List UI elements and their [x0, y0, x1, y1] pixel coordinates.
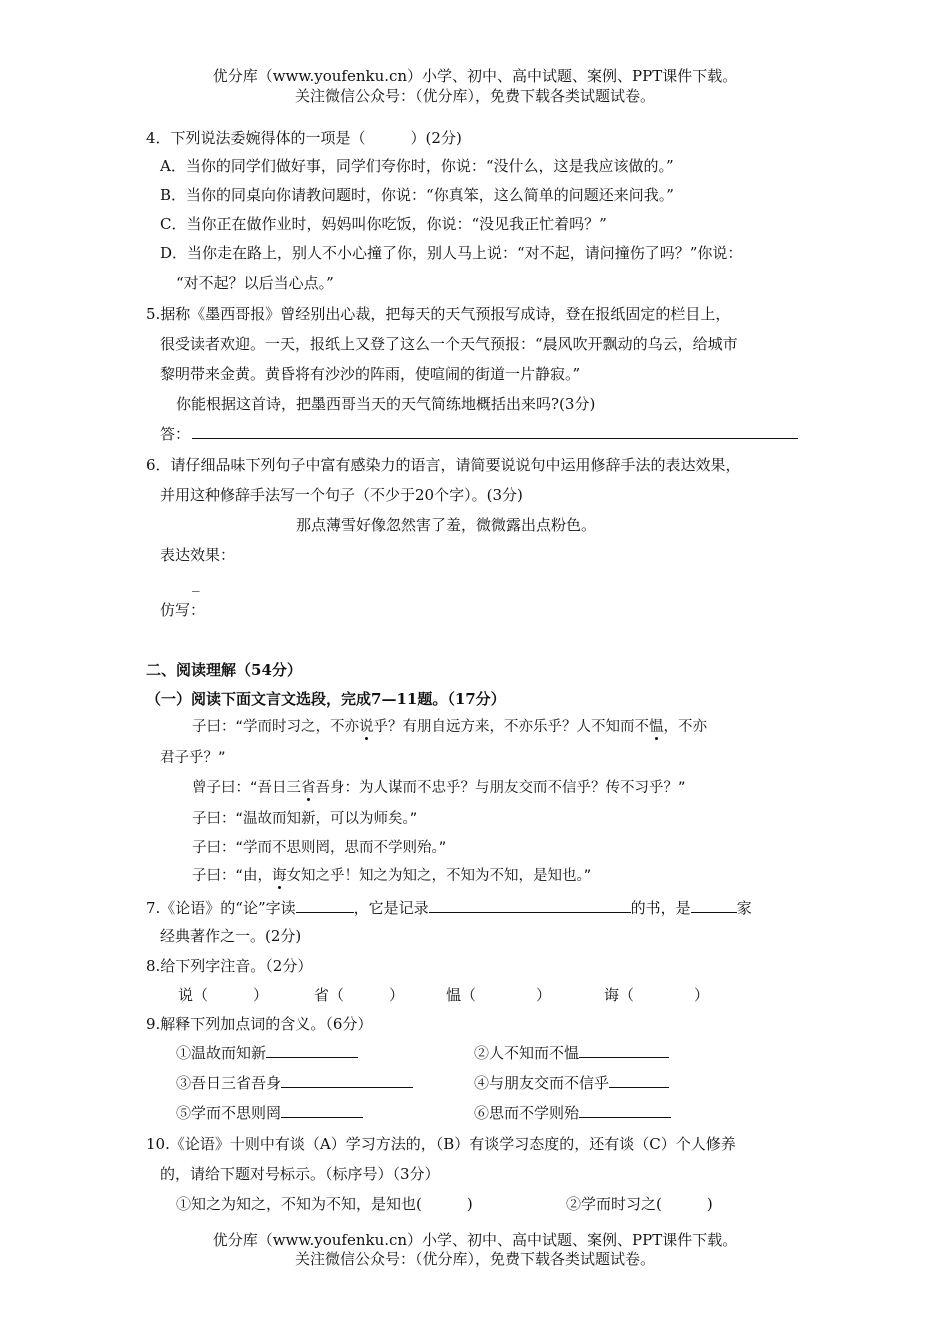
q5-answer-line[interactable] [192, 438, 798, 439]
q9-blank-4[interactable] [609, 1072, 669, 1088]
q10-option-2[interactable]: ②学而时习之( ) [566, 1195, 713, 1213]
q9-stem: 9.解释下列加点词的含义。（6分） [146, 1015, 373, 1033]
q10-line-1: 10.《论语》十则中有谈（A）学习方法的，（B）有谈学习态度的，还有谈（C）个人修养 [146, 1135, 736, 1153]
q9-item-text: ③吾日三省吾身 [176, 1074, 282, 1092]
q7-line-2: 经典著作之一。(2分) [160, 927, 302, 945]
q7-line-1 [146, 897, 752, 918]
section-2-title: 二、阅读理解（54分） [146, 661, 302, 679]
q6-blank-mark: _ [192, 574, 200, 592]
q6-imitate-label: 仿写： [160, 601, 206, 619]
passage-para-1 [192, 717, 707, 737]
q7-text: 家 [736, 899, 752, 917]
footer-line-2: 关注微信公众号：（优分库），免费下载各类试题试卷。 [294, 1250, 655, 1268]
q9-blank-2[interactable] [579, 1042, 669, 1058]
q7-blank-pronunciation[interactable] [296, 897, 354, 913]
passage-para-3: 子曰：“温故而知新，可以为师矣。” [192, 811, 418, 827]
q4-option-b: B．当你的同桌向你请教问题时，你说：“你真笨，这么简单的问题还来问我。” [160, 186, 674, 204]
passage-para-1-cont: 君子乎？” [160, 750, 226, 766]
q5-line-3: 黎明带来金黄。黄昏将有沙沙的阵雨，使喧闹的街道一片静寂。” [160, 365, 581, 383]
q9-blank-3[interactable] [281, 1072, 413, 1088]
passage-para-5 [192, 866, 591, 886]
q6-sentence: 那点薄雪好像忽然害了羞，微微露出点粉色。 [296, 516, 597, 534]
section-2-part-1: （一）阅读下面文言文选段，完成7—11题。（17分） [146, 690, 506, 708]
q9-item-6 [474, 1102, 671, 1123]
q4-option-c: C．当你正在做作业时，妈妈叫你吃饭，你说：“没见我正忙着吗？” [160, 215, 607, 233]
q4-option-d-line2: “对不起？以后当心点。” [176, 274, 334, 292]
q5-line-1: 5.据称《墨西哥报》曾经别出心裁，把每天的天气预报写成诗，登在报纸固定的栏目上， [146, 305, 731, 323]
q7-text: 的书，是 [630, 899, 691, 917]
q7-text: ，它是记录 [353, 899, 429, 917]
dotted-char: 诲 [272, 868, 287, 884]
passage-text: ，不亦 [663, 719, 708, 735]
dotted-char: 省 [301, 780, 316, 796]
q9-blank-5[interactable] [281, 1102, 363, 1118]
q9-item-text: ①温故而知新 [176, 1044, 267, 1062]
q10-line-2: 的，请给下题对号标示。（标序号）（3分） [160, 1165, 440, 1183]
q8-item-1[interactable]: 说（ ） [178, 986, 269, 1004]
q5-line-4: 你能根据这首诗，把墨西哥当天的天气简练地概括出来吗?(3分) [176, 395, 596, 413]
q9-item-text: ④与朋友交而不信乎 [474, 1074, 610, 1092]
q9-item-text: ⑤学而不思则罔 [176, 1104, 282, 1122]
q8-item-4[interactable]: 诲（ ） [604, 986, 710, 1004]
q6-line-2: 并用这种修辞手法写一个句子（不少于20个字）。(3分) [160, 486, 523, 504]
q9-item-text: ②人不知而不愠 [474, 1044, 580, 1062]
q9-item-text: ⑥思而不学则殆 [474, 1104, 580, 1122]
q4-stem: 4．下列说法委婉得体的一项是（ ）(2分) [146, 129, 462, 147]
passage-text: 乎？有朋自远方来，不亦乐乎？人不知而不 [373, 719, 650, 735]
q7-blank-content[interactable] [429, 897, 631, 913]
header-line-2: 关注微信公众号：（优分库），免费下载各类试题试卷。 [294, 87, 655, 105]
q8-item-3[interactable]: 愠（ ） [446, 986, 552, 1004]
passage-text: 女知之乎！知之为知之，不知为不知，是知也。” [286, 868, 592, 884]
q9-blank-1[interactable] [266, 1042, 358, 1058]
q9-item-4 [474, 1072, 669, 1093]
q7-blank-school[interactable] [691, 897, 737, 913]
passage-text: 吾身：为人谋而不忠乎？与朋友交而不信乎？传不习乎？” [315, 780, 686, 796]
passage-text: 子曰：“由， [192, 868, 273, 884]
footer-line-1: 优分库（www.youfenku.cn）小学、初中、高中试题、案例、PPT课件下载。 [212, 1231, 738, 1249]
q6-line-1: 6．请仔细品味下列句子中富有感染力的语言，请简要说说句中运用修辞手法的表达效果， [146, 456, 741, 474]
q9-blank-6[interactable] [579, 1102, 671, 1118]
q8-stem: 8.给下列字注音。（2分） [146, 957, 313, 975]
q5-answer-label: 答： [160, 425, 191, 443]
q9-item-1 [176, 1042, 358, 1063]
q9-item-3 [176, 1072, 413, 1093]
q4-option-a: A．当你的同学们做好事，同学们夸你时，你说：“没什么，这是我应该做的。” [160, 157, 674, 175]
passage-text: 子曰：“学而时习之，不亦 [192, 719, 360, 735]
q7-text: 7.《论语》的“论”字读 [146, 899, 296, 917]
q9-item-2 [474, 1042, 669, 1063]
dotted-char: 说 [359, 719, 374, 735]
dotted-char: 愠 [649, 719, 664, 735]
q6-effect-label: 表达效果： [160, 546, 236, 564]
passage-text: 曾子曰：“吾日三 [192, 780, 302, 796]
q10-option-1[interactable]: ①知之为知之，不知为不知，是知也( ) [176, 1195, 473, 1213]
q4-option-d-line1: D．当你走在路上，别人不小心撞了你，别人马上说：“对不起，请问撞伤了吗？”你说： [160, 244, 743, 262]
passage-para-4: 子曰：“学而不思则罔，思而不学则殆。” [192, 840, 447, 856]
q5-line-2: 很受读者欢迎。一天，报纸上又登了这么一个天气预报：“晨风吹开飘动的乌云，给城市 [160, 335, 738, 353]
q9-item-5 [176, 1102, 363, 1123]
header-line-1: 优分库（www.youfenku.cn）小学、初中、高中试题、案例、PPT课件下载。 [212, 67, 738, 85]
passage-para-2 [192, 778, 686, 798]
q8-item-2[interactable]: 省（ ） [314, 986, 405, 1004]
